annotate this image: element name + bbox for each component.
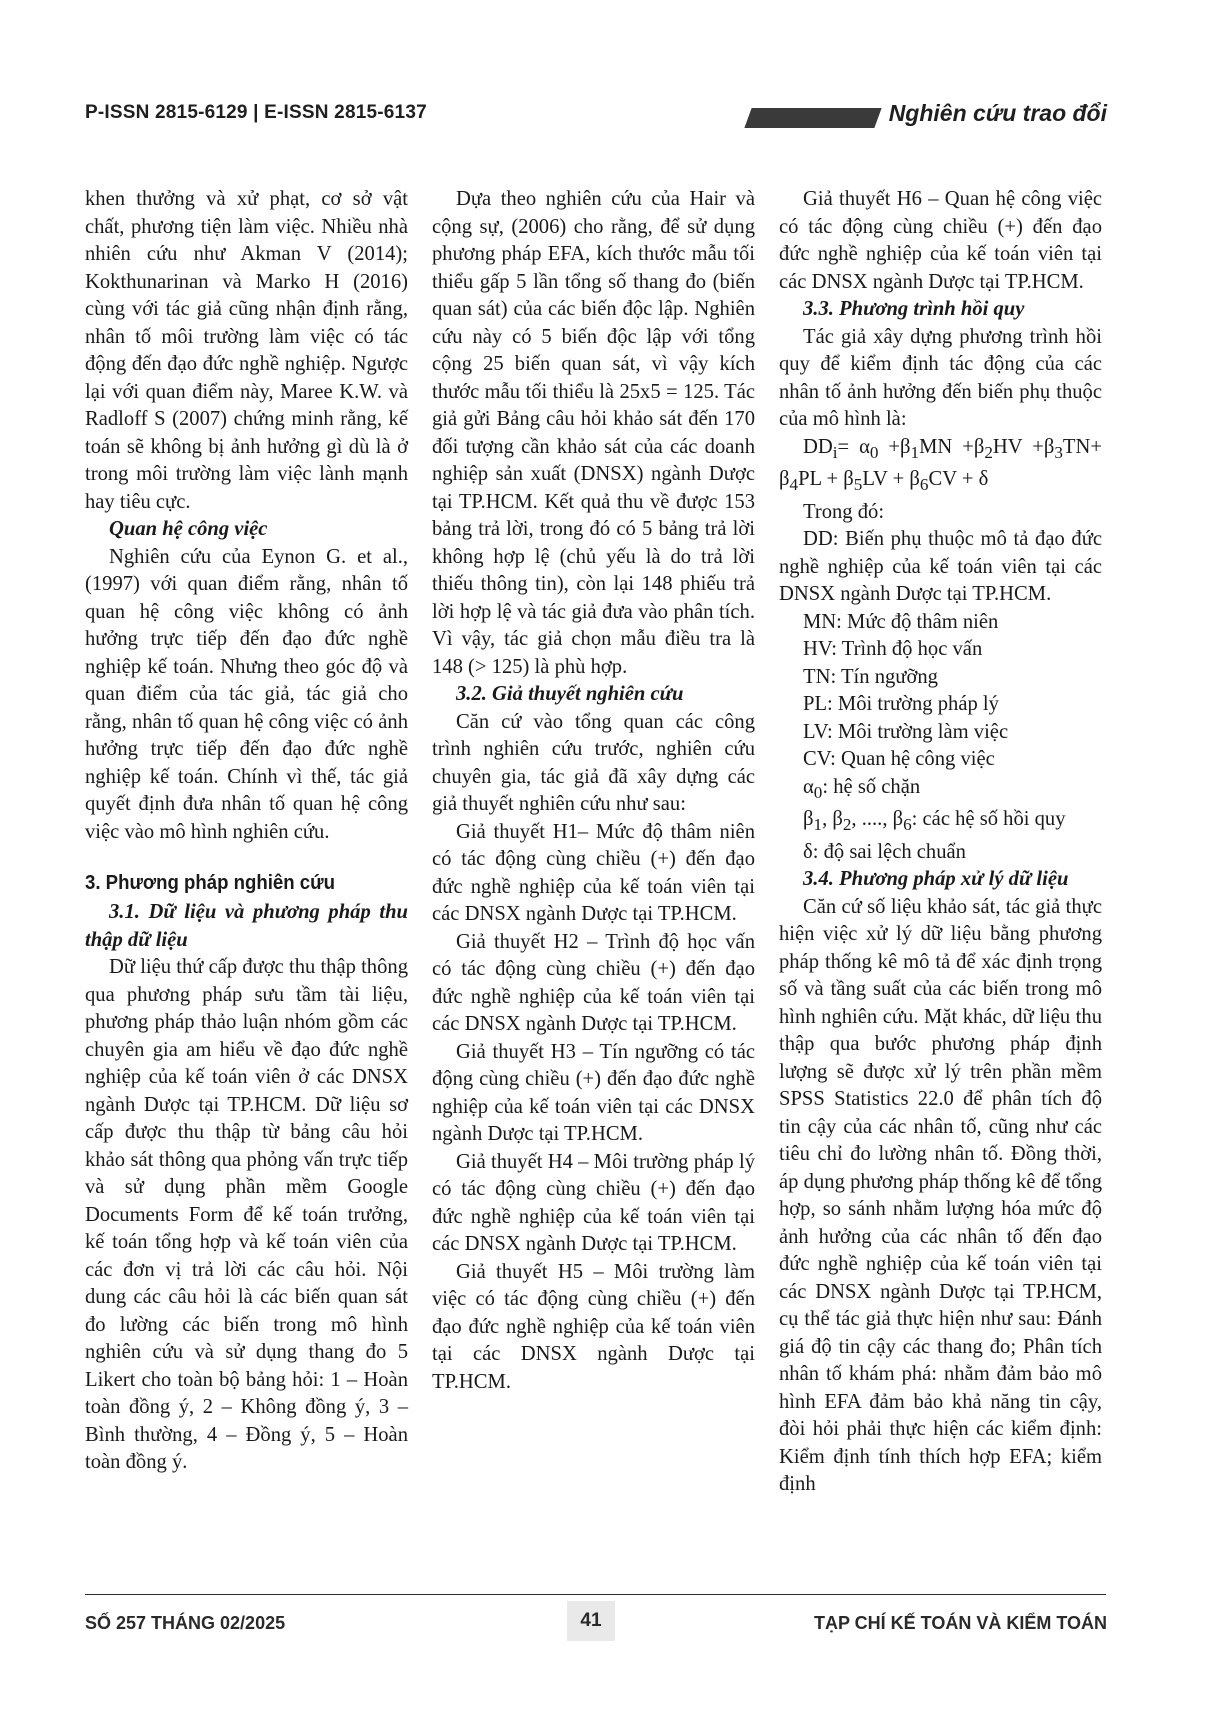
column-1: [85, 186, 408, 1477]
section-heading: 3. Phương pháp nghiên cứu: [85, 872, 335, 894]
paragraph: Căn cứ vào tổng quan các công trình nghiên cứu trước, nghiên cứu chuyên gia, tác giả đã xây dựng các giả thuyết nghiên cứu như sau:: [432, 710, 755, 815]
journal-name: TẠP CHÍ KẾ TOÁN VÀ KIỂM TOÁN: [813, 1613, 1107, 1633]
paragraph: Căn cứ số liệu khảo sát, tác giả thực hiện việc xử lý dữ liệu bằng phương pháp thống kê mô tả để xác định trọng số và tầng suất của các biến trong mô hình nghiên cứu. Mặt khác, dữ liệu thu thập qua bước phương pháp định lượng sẽ được xử lý trên phần mềm SPSS Statistics 22.0 để phân tích độ tin cậy của các nhân tố, cũng như các tiêu chỉ đo lường nhân tố. Đồng thời, áp dụng phương pháp thống kê để tổng hợp, so sánh nhằm lượng hóa mức độ ảnh hưởng của các nhân tố đến đạo đức nghề nghiệp của kế toán viên tại các DNSX ngành Dược tại TP.HCM, cụ thể tác giả thực hiện như sau: Đánh giá độ tin cậy các thang đo; Phân tích nhân tố khám phá: nhằm đảm bảo mô hình EFA đảm bảo khả năng tin cậy, đòi hỏi phải thực hiện các kiểm định: Kiểm định tính thích hợp EFA; kiểm định: [779, 895, 1102, 1496]
variable-definition: DD: Biến phụ thuộc mô tả đạo đức nghề nghiệp của kế toán viên tại các DNSX ngành Dược tại TP.HCM.: [779, 528, 1102, 606]
hypothesis-h6: Giả thuyết H6 – Quan hệ công việc có tác động cùng chiều (+) đến đạo đức nghề nghiệp của kế toán viên tại các DNSX ngành Dược tại TP.HCM.: [779, 188, 1102, 293]
paragraph: Tác giả xây dựng phương trình hồi quy để kiểm định tác động của các nhân tố ảnh hưởng đến biến phụ thuộc của mô hình là:: [779, 325, 1102, 430]
subsection-heading: 3.4. Phương pháp xử lý dữ liệu: [803, 868, 1069, 891]
hypothesis-h5: Giả thuyết H5 – Môi trường làm việc có tác động cùng chiều (+) đến đạo đức nghề nghiệp của kế toán viên tại các DNSX ngành Dược tại TP.HCM.: [432, 1260, 755, 1393]
variable-definition: CV: Quan hệ công việc: [803, 748, 995, 771]
paragraph: Trong đó:: [803, 500, 885, 523]
regression-equation: $DD_i= \alpha_0 +\beta_1MN +\beta_2HV +\beta_3TN+ \beta_4PL + \beta_5LV + \beta_6CV + \delta$: [779, 435, 1102, 495]
paragraph: Dựa theo nghiên cứu của Hair và cộng sự, (2006) cho rằng, để sử dụng phương pháp EFA, kích thước mẫu tối thiểu gấp 5 lần tổng số thang đo (biến quan sát) của các biến độc lập. Nghiên cứu này có 5 biến độc lập với tổng cộng 25 biến quan sát, vì vậy kích thước mẫu tối thiểu là 25x5 = 125. Tác giả gửi Bảng câu hỏi khảo sát đến 170 đối tượng cần khảo sát của các doanh nghiệp sản xuất (DNSX) ngành Dược tại TP.HCM. Kết quả thu về được 153 bảng trả lời, trong đó có 5 bảng trả lời không hợp lệ (chủ yếu là do trả lời thiếu thông tin), còn lại 148 phiếu trả lời hợp lệ và tác giả đưa vào phân tích. Vì vậy, tác giả chọn mẫu điều tra là 148 (> 125) là phù hợp.: [432, 188, 755, 678]
subsection-heading: 3.3. Phương trình hồi quy: [803, 298, 1025, 320]
header-decor-bar: [744, 108, 881, 128]
hypothesis-h4: Giả thuyết H4 – Môi trường pháp lý có tác động cùng chiều (+) đến đạo đức nghề nghiệp của kế toán viên tại các DNSX ngành Dược tại TP.HCM.: [432, 1150, 755, 1255]
subsection-heading: Quan hệ công việc: [109, 518, 268, 540]
page-number: 41: [567, 1601, 615, 1641]
hypothesis-h3: Giả thuyết H3 – Tín ngưỡng có tác động cùng chiều (+) đến đạo đức nghề nghiệp của kế toán viên tại các DNSX ngành Dược tại TP.HCM.: [432, 1040, 755, 1145]
variable-definition: LV: Môi trường làm việc: [803, 720, 1009, 743]
variable-definition: δ: độ sai lệch chuẩn: [803, 840, 966, 863]
hypothesis-h2: Giả thuyết H2 – Trình độ học vấn có tác động cùng chiều (+) đến đạo đức nghề nghiệp của kế toán viên tại các DNSX ngành Dược tại TP.HCM.: [432, 930, 755, 1035]
section-title: Nghiên cứu trao đổi: [888, 100, 1107, 126]
column-2: [432, 186, 755, 1396]
issn-header: P-ISSN 2815-6129 | E-ISSN 2815-6137: [85, 102, 427, 123]
variable-definition: TN: Tín ngưỡng: [803, 665, 938, 688]
footer-rule: [85, 1594, 1106, 1595]
paragraph: Nghiên cứu của Eynon G. et al., (1997) với quan điểm rằng, nhân tố quan hệ công việc không có ảnh hưởng trực tiếp đến đạo đức nghề nghiệp kế toán. Nhưng theo góc độ và quan điểm của tác giả, tác giả cho rằng, nhân tố quan hệ công việc có ảnh hưởng trực tiếp đến đạo đức nghề nghiệp kế toán. Chính vì thế, tác giả quyết định đưa nhân tố quan hệ công việc vào mô hình nghiên cứu.: [85, 545, 408, 843]
variable-definition: MN: Mức độ thâm niên: [803, 610, 999, 633]
paragraph: khen thưởng và xử phạt, cơ sở vật chất, phương tiện làm việc. Nhiều nhà nhiên cứu như Akman V (2014); Kokthunarinan và Marko H (2016) cùng với tác giả cũng nhận định rằng, nhân tố môi trường làm việc có tác động đến đạo đức nghề nghiệp. Ngược lại với quan điểm này, Maree K.W. và Radloff S (2007) chứng minh rằng, kế toán sẽ không bị ảnh hưởng gì dù là ở trong môi trường làm việc lành mạnh hay tiêu cực.: [85, 188, 408, 513]
variable-definition: $\beta_1$, $\beta_2$, ...., $\beta_6$: các hệ số hồi quy: [803, 808, 1066, 835]
subsection-heading: 3.2. Giả thuyết nghiên cứu: [456, 683, 684, 705]
hypothesis-h1: Giả thuyết H1– Mức độ thâm niên có tác động cùng chiều (+) đến đạo đức nghề nghiệp của kế toán viên tại các DNSX ngành Dược tại TP.HCM.: [432, 820, 755, 925]
paragraph: Dữ liệu thứ cấp được thu thập thông qua phương pháp sưu tầm tài liệu, phương pháp thảo luận nhóm gồm các chuyên gia am hiểu về đạo đức nghề nghiệp của kế toán viên ở các DNSX ngành Dược tại TP.HCM. Dữ liệu sơ cấp được thu thập từ bảng câu hỏi khảo sát thông qua phỏng vấn trực tiếp và sử dụng phần mềm Google Documents Form để kế toán trưởng, kế toán tổng hợp và kế toán viên của các đơn vị trả lời các câu hỏi. Nội dung các câu hỏi là các biến quan sát đo lường các biến trong mô hình nghiên cứu và sử dụng thang đo 5 Likert cho toàn bộ bảng hỏi: 1 – Hoàn toàn đồng ý, 2 – Không đồng ý, 3 – Bình thường, 4 – Đồng ý, 5 – Hoàn toàn đồng ý.: [85, 956, 408, 1473]
column-3: [779, 186, 1102, 1499]
variable-definition: $\alpha_0$: hệ số chặn: [803, 775, 921, 802]
subsection-heading: 3.1. Dữ liệu và phương pháp thu thập dữ liệu: [85, 901, 408, 951]
issue-label: SỐ 257 THÁNG 02/2025: [85, 1613, 286, 1633]
variable-definition: HV: Trình độ học vấn: [803, 638, 983, 661]
variable-definition: PL: Môi trường pháp lý: [803, 693, 999, 716]
